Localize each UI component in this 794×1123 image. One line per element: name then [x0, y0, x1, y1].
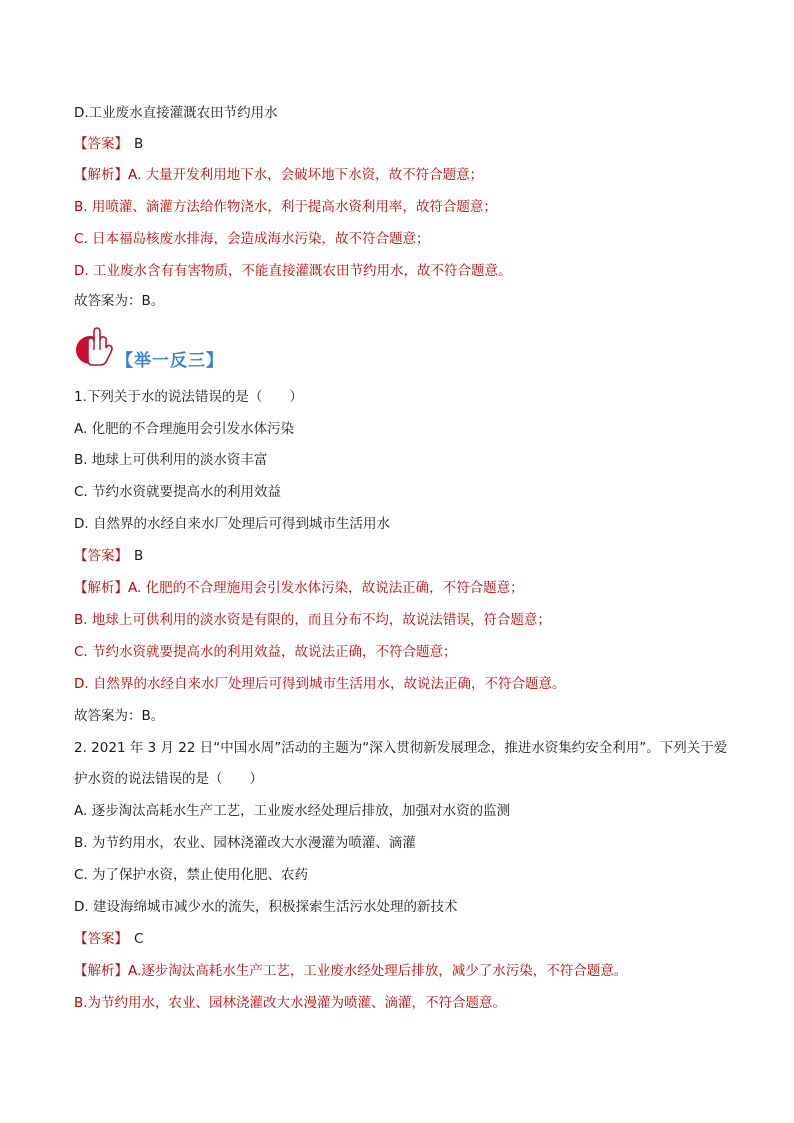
q1-option-b: B. 地球上可供利用的淡水资丰富 [74, 452, 268, 468]
q2-option-b: B. 为节约用水，农业、园林浇灌改大水漫灌为喷灌、滴灌 [74, 835, 416, 851]
q1-stem: 1.下列关于水的说法错误的是（ ） [74, 389, 303, 405]
hand-icon [74, 324, 118, 368]
q1-analysis-b: B. 地球上可供利用的淡水资是有限的，而且分布不均，故说法错误，符合题意； [74, 612, 551, 628]
analysis-label: 【解析】 [74, 963, 128, 979]
answer-value: C [134, 931, 144, 947]
analysis-label: 【解析】 [74, 580, 128, 596]
analysis-d: D. 工业废水含有有害物质，不能直接灌溉农田节约用水，故不符合题意。 [74, 263, 512, 279]
q1-option-c: C. 节约水资就要提高水的利用效益 [74, 484, 282, 500]
answer-value: B [134, 136, 144, 152]
q2-option-d: D. 建设海绵城市减少水的流失，积极探索生活污水处理的新技术 [74, 899, 458, 915]
answer-label: 【答案】 [74, 548, 128, 564]
answer-value: B [134, 548, 144, 564]
q2-analysis-b: B.为节约用水，农业、园林浇灌改大水漫灌为喷灌、滴灌，不符合题意。 [74, 995, 507, 1011]
option-d: D.工业废水直接灌溉农田节约用水 [74, 105, 278, 121]
section-title: 【举一反三】 [116, 351, 224, 371]
conclusion: 故答案为：B。 [74, 293, 165, 309]
q2-answer-line [74, 930, 143, 948]
section-heading [74, 324, 274, 370]
analysis-b: B. 用喷灌、滴灌方法给作物浇水，利于提高水资利用率，故符合题意； [74, 199, 497, 215]
q1-analysis-a: 【解析】A. 化肥的不合理施用会引发水体污染，故说法正确，不符合题意； [74, 580, 524, 596]
q2-analysis-a: 【解析】A.逐步淘汰高耗水生产工艺，工业废水经处理后排放，减少了水污染，不符合题意。 [74, 963, 628, 979]
answer-label: 【答案】 [74, 931, 128, 947]
q1-conclusion: 故答案为：B。 [74, 708, 165, 724]
q2-option-c: C. 为了保护水资，禁止使用化肥、农药 [74, 867, 309, 883]
analysis-a: 【解析】A. 大量开发利用地下水，会破坏地下水资，故不符合题意； [74, 167, 484, 183]
q1-option-a: A. 化肥的不合理施用会引发水体污染 [74, 421, 295, 437]
answer-label: 【答案】 [74, 136, 128, 152]
analysis-c: C. 日本福岛核废水排海，会造成海水污染，故不符合题意； [74, 231, 430, 247]
q1-option-d: D. 自然界的水经自来水厂处理后可得到城市生活用水 [74, 516, 390, 532]
analysis-label: 【解析】 [74, 167, 128, 183]
answer-line [74, 135, 143, 153]
q2-stem-line2: 护水资的说法错误的是（ ） [74, 771, 263, 787]
q2-option-a: A. 逐步淘汰高耗水生产工艺，工业废水经处理后排放，加强对水资的监测 [74, 803, 511, 819]
q1-analysis-d: D. 自然界的水经自来水厂处理后可得到城市生活用水，故说法正确，不符合题意。 [74, 676, 566, 692]
q1-answer-line [74, 547, 143, 565]
q1-analysis-c: C. 节约水资就要提高水的利用效益，故说法正确，不符合题意； [74, 644, 457, 660]
q2-stem-line1: 2. 2021 年 3 月 22 日“中国水周”活动的主题为“深入贯彻新发展理念，推进水资集约安全利用”。下列关于爱 [74, 740, 728, 756]
